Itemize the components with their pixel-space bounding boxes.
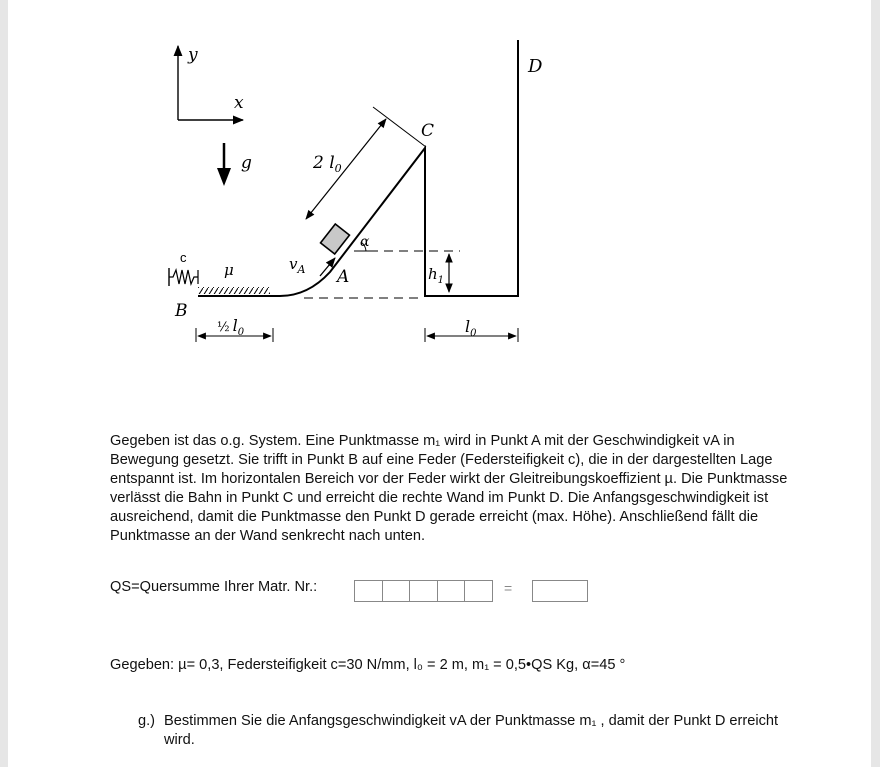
matr-digit-box: [410, 581, 438, 601]
l0-label: $l_0$: [465, 317, 477, 339]
question-text: Bestimmen Sie die Anfangsgeschwindigkeit vA der Punktmasse m₁ , damit der Punkt D erreicht wird.: [164, 713, 779, 748]
slope-length-label: 2 $l_0$: [313, 153, 342, 175]
x-axis-label: x: [234, 93, 244, 113]
l0-dimension: [425, 317, 518, 342]
given-values: Gegeben: µ= 0,3, Federsteifigkeit c=30 N/mm, l₀ = 2 m, m₁ = 0,5•QS Kg, α=45 °: [110, 657, 626, 673]
point-mass-block: [321, 224, 350, 254]
mechanics-figure: [8, 0, 871, 360]
point-c-label: C: [421, 121, 435, 141]
slope-length-dimension: [306, 107, 426, 219]
friction-coefficient-label: μ: [224, 261, 234, 279]
problem-description: Gegeben ist das o.g. System. Eine Punktmasse m₁ wird in Punkt A mit der Geschwindigkeit vA in Bewegung gesetzt. Sie trifft in Punkt B auf eine Feder (Federsteifigkeit c), die in der dargestellten Lage entspannt ist. Im horizontalen Bereich vor der Feder wirkt der Gleitreibungskoeffizient µ. Die Punktmasse verlässt die Bahn in Punkt C und erreicht die rechte Wand im Punkt D. Die Anfangsgeschwindigkeit ist ausreichend, damit die Punktmasse den Punkt D gerade erreicht (max. Höhe). Anschließend fällt die Punktmasse an der Wand senkrecht nach unten.: [110, 433, 788, 544]
alpha-label: α: [360, 234, 370, 250]
spring-label: c: [180, 250, 187, 265]
qs-label: QS=Quersumme Ihrer Matr. Nr.:: [110, 579, 318, 595]
gravity-arrow: [217, 143, 252, 186]
half-l0-label: ½ $l_0$: [217, 316, 245, 338]
h1-label: $h_1$: [428, 265, 445, 286]
point-a-label: A: [337, 267, 350, 287]
velocity-label: $v_A$: [289, 255, 306, 276]
qs-result-box: [532, 580, 588, 602]
half-l0-dimension: [196, 316, 273, 342]
matr-digit-box: [383, 581, 411, 601]
point-d-label: D: [528, 56, 543, 77]
point-b-label: B: [175, 301, 188, 321]
question-label: g.): [138, 713, 156, 729]
document-page: [8, 0, 871, 767]
matr-digit-box: [355, 581, 383, 601]
y-axis-label: y: [188, 45, 198, 65]
h1-dimension: [428, 254, 449, 292]
coordinate-axes: [178, 45, 244, 120]
equals-sign: =: [504, 580, 513, 596]
gravity-label: g: [241, 153, 252, 173]
matr-nr-input-boxes: [354, 580, 493, 602]
matr-digit-box: [438, 581, 466, 601]
matr-digit-box: [465, 581, 492, 601]
spring: [169, 250, 198, 286]
